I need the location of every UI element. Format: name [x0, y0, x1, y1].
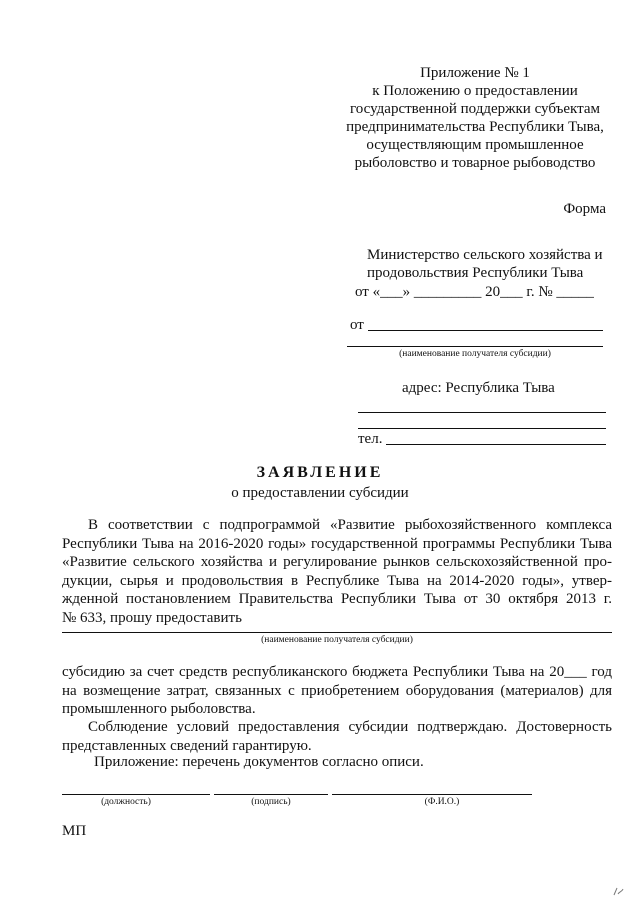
ministry-name-line1: Министерство сельского хозяйства и	[367, 247, 603, 263]
appendix-line: к Положению о предоставлении	[372, 83, 578, 99]
paragraph-2	[62, 663, 612, 719]
signature-caption: (подпись)	[251, 797, 291, 807]
ministry-name-line2: продовольствия Республики Тыва	[367, 265, 584, 281]
document-title: ЗАЯВЛЕНИЕ	[256, 464, 384, 481]
paragraph-1	[62, 516, 612, 627]
phone-underline	[386, 444, 606, 445]
stamp-label: МП	[62, 823, 87, 839]
paragraph-line: дукции, сырья и продовольствия в Республике Тыва на 2014-2020 годы», утвер-	[62, 572, 612, 589]
address-label: адрес: Республика Тыва	[402, 380, 555, 396]
appendix-line: государственной поддержки субъектам	[349, 101, 600, 117]
page-mark-icon	[612, 885, 626, 897]
from-label: от	[350, 317, 364, 333]
paragraph-line: Республики Тыва на 2016-2020 годы» государственной программы Республики Тыва	[62, 535, 612, 552]
recipient-underline	[62, 632, 612, 633]
paragraph-line: на возмещение затрат, связанных с приобретением оборудования (материалов) для	[62, 682, 612, 699]
paragraph-line: № 633, прошу предоставить	[62, 609, 242, 626]
date-number-line: от «___» _________ 20___ г. № _____	[355, 284, 594, 300]
paragraph-line: промышленного рыболовства.	[62, 701, 256, 717]
address-underline-1	[358, 412, 606, 413]
from-underline	[368, 330, 603, 331]
document-subtitle: о предоставлении субсидии	[231, 485, 409, 501]
paragraph-4	[62, 753, 612, 772]
paragraph-line: жденной постановлением Правительства Республики Тыва от 30 октября 2013 г.	[62, 591, 612, 607]
appendix-line: рыболовство и товарное рыбоводство	[354, 155, 596, 171]
recipient-caption: (наименование получателя субсидии)	[261, 635, 413, 645]
appendix-block	[330, 64, 620, 172]
appendix-line: осуществляющим промышленное	[366, 137, 584, 153]
from-underline-2	[347, 346, 603, 347]
paragraph-line: «Развитие сельского хозяйства и регулирование рынков сельскохозяйственной про-	[62, 554, 612, 570]
paragraph-3	[62, 718, 612, 755]
attachment-line: Приложение: перечень документов согласно описи.	[94, 754, 424, 770]
signature-underline	[214, 794, 328, 795]
paragraph-line: представленных сведений гарантирую.	[62, 737, 312, 754]
position-caption: (должность)	[101, 797, 151, 807]
name-underline	[332, 794, 532, 795]
phone-label: тел.	[358, 431, 383, 447]
paragraph-line: субсидию за счет средств республиканского бюджета Республики Тыва на 20___ год	[62, 664, 612, 680]
address-underline-2	[358, 428, 606, 429]
appendix-number: Приложение № 1	[420, 65, 530, 81]
from-caption: (наименование получателя субсидии)	[399, 349, 551, 359]
position-underline	[62, 794, 210, 795]
form-label: Форма	[563, 201, 606, 217]
appendix-line: предпринимательства Республики Тыва,	[346, 119, 604, 135]
paragraph-line: В соответствии с подпрограммой «Развитие рыбохозяйственного комплекса	[88, 517, 612, 533]
name-caption: (Ф.И.О.)	[424, 797, 460, 807]
paragraph-line: Соблюдение условий предоставления субсидии подтверждаю. Достоверность	[88, 719, 612, 735]
